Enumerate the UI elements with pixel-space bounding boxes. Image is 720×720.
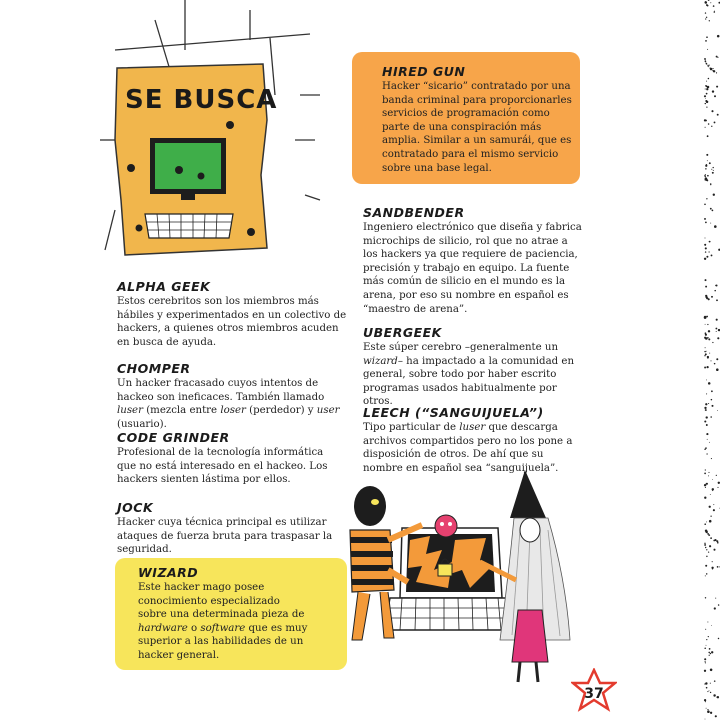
term-title: HIRED GUN [382, 64, 466, 79]
term-title: CODE GRINDER [117, 430, 230, 445]
keyboard-icon [145, 214, 233, 238]
monitor-screen [155, 143, 221, 189]
term-hired-gun [382, 64, 572, 175]
term-title: WIZARD [138, 565, 199, 580]
term-title: JOCK [117, 500, 154, 515]
padlock-icon [438, 564, 452, 576]
term-definition: Hacker “sicario” contratado por una banda criminal para proporcionarles servicios de programación como parte de una conspiración más amplia. Similar a un samurái, que es contratado para el mismo servicio sobre una base legal. [382, 81, 572, 174]
wanted-poster-illustration [95, 0, 325, 275]
virus-bug-icon [435, 515, 457, 537]
term-definition: Este hacker mago posee conocimiento especializado sobre una determinada pieza de hardware o software que es muy superior a las habilidades de un hacker general. [138, 582, 308, 661]
term-definition: Ingeniero electrónico que diseña y fabrica microchips de silicio, rol que no atrae a los hackers ya que requiere de paciencia, precisión y trabajo en equipo. La fuente más común de silicio en el mundo es la arena, por eso su nombre en español es “maestro de arena”. [363, 222, 582, 315]
term-definition: Un hacker fracasado cuyos intentos de hackeo son ineficaces. También llamado luser (mezcla entre loser (perdedor) y user (usuario). [117, 378, 340, 430]
term-chomper [117, 361, 349, 431]
poster-title: SE BUSCA [125, 85, 278, 115]
term-definition: Hacker cuya técnica principal es utilizar ataques de fuerza bruta para traspasar la seguridad. [117, 517, 333, 556]
term-alpha-geek [117, 279, 349, 349]
term-wizard [138, 565, 308, 663]
term-leech [363, 405, 585, 475]
page-number: 37 [584, 686, 604, 702]
term-definition: Estos cerebritos son los miembros más hábiles y experimentados en un colectivo de hackers, a quienes otros miembros acuden en busca de ayuda. [117, 296, 347, 348]
term-jock [117, 500, 352, 557]
term-definition: Este súper cerebro –generalmente un wizard– ha impactado a la comunidad en general, sobre todo por haber escrito programas usados habitualmente por otros. [363, 342, 575, 408]
page-number-star [571, 668, 617, 714]
term-title: SANDBENDER [363, 205, 465, 220]
term-code-grinder [117, 430, 342, 487]
page-edge-texture [610, 0, 720, 720]
witch-hat-icon [510, 470, 546, 518]
term-title: LEECH (“SANGUIJUELA”) [363, 405, 544, 420]
hackers-laptop-illustration [330, 470, 590, 685]
term-title: ALPHA GEEK [117, 279, 211, 294]
term-definition: Tipo particular de luser que descarga archivos compartidos pero no los pone a disposición de otros. De ahí que su nombre en español sea “sanguijuela”. [363, 422, 573, 474]
term-ubergeek [363, 325, 575, 409]
term-title: UBERGEEK [363, 325, 442, 340]
term-definition: Profesional de la tecnología informática que no está interesado en el hackeo. Los hackers sienten lástima por ellos. [117, 447, 328, 486]
term-sandbender [363, 205, 585, 316]
term-title: CHOMPER [117, 361, 191, 376]
